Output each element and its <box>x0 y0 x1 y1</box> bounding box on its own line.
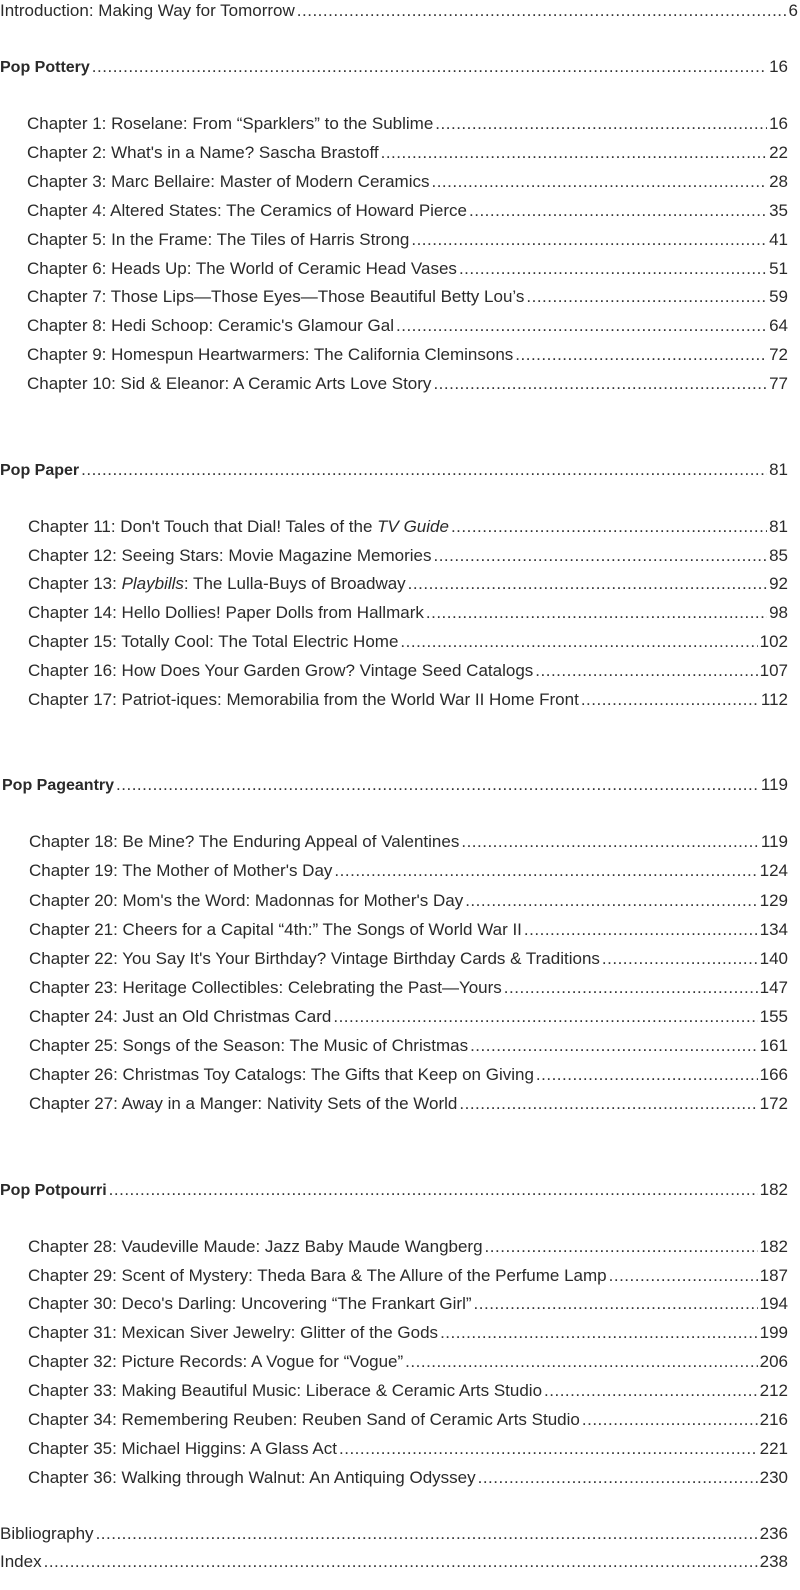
entry-title: Chapter 11: Don't Touch that Dial! Tales of the TV Guide <box>28 517 449 536</box>
page-number: 238 <box>759 1552 788 1571</box>
chapter-entry[interactable] <box>28 573 788 595</box>
toc-entry-introduction[interactable] <box>0 0 798 22</box>
dot-leader <box>116 774 759 796</box>
entry-title: Chapter 23: Heritage Collectibles: Celebrating the Past—Yours <box>29 978 502 997</box>
page-number: 64 <box>769 316 788 335</box>
dot-leader <box>461 831 759 853</box>
dot-leader <box>339 1438 758 1460</box>
entry-title: Chapter 27: Away in a Manger: Nativity Sets of the World <box>29 1094 458 1113</box>
entry-title: Chapter 1: Roselane: From “Sparklers” to the Sublime <box>27 114 434 133</box>
dot-leader <box>465 890 757 912</box>
chapter-entry[interactable] <box>29 948 788 970</box>
chapter-entry[interactable] <box>28 1438 788 1460</box>
chapter-entry[interactable] <box>28 545 788 567</box>
chapter-entry[interactable] <box>27 200 788 222</box>
page-number: 140 <box>759 949 788 968</box>
dot-leader <box>459 258 767 280</box>
entry-title: Chapter 30: Deco's Darling: Uncovering “The Frankart Girl” <box>28 1294 472 1313</box>
chapter-entry[interactable] <box>27 113 788 135</box>
dot-leader <box>426 602 767 624</box>
page-number: 216 <box>759 1410 788 1429</box>
dot-leader <box>536 1064 758 1086</box>
entry-title: Chapter 35: Michael Higgins: A Glass Act <box>28 1439 337 1458</box>
dot-leader <box>504 977 758 999</box>
entry-title: Chapter 29: Scent of Mystery: Theda Bara & The Allure of the Perfume Lamp <box>28 1266 607 1285</box>
page-number: 212 <box>759 1381 788 1400</box>
entry-title: Chapter 32: Picture Records: A Vogue for “Vogue” <box>28 1352 404 1371</box>
entry-title: Chapter 5: In the Frame: The Tiles of Harris Strong <box>27 230 410 249</box>
page-number: 230 <box>759 1468 788 1487</box>
part-title: Pop Pottery <box>0 59 90 76</box>
part-title: Pop Pageantry <box>2 777 115 794</box>
entry-title: Index <box>0 1552 42 1571</box>
page-number: 172 <box>759 1094 788 1113</box>
page-number: 161 <box>759 1036 788 1055</box>
dot-leader <box>431 171 767 193</box>
chapter-entry[interactable] <box>27 373 788 395</box>
page-number: 112 <box>760 690 788 709</box>
dot-leader <box>544 1380 758 1402</box>
page-number: 102 <box>759 632 788 651</box>
entry-title: Chapter 25: Songs of the Season: The Music of Christmas <box>29 1036 469 1055</box>
entry-title: Chapter 21: Cheers for a Capital “4th:” The Songs of World War II <box>29 920 522 939</box>
entry-title: Chapter 26: Christmas Toy Catalogs: The Gifts that Keep on Giving <box>29 1065 534 1084</box>
entry-title: Introduction: Making Way for Tomorrow <box>0 1 295 20</box>
dot-leader <box>433 373 767 395</box>
chapter-entry[interactable] <box>28 660 788 682</box>
dot-leader <box>333 1006 757 1028</box>
dot-leader <box>526 286 767 308</box>
page-number: 51 <box>769 259 788 278</box>
chapter-entry[interactable] <box>28 516 788 538</box>
dot-leader <box>440 1322 758 1344</box>
dot-leader <box>524 919 758 941</box>
dot-leader <box>581 689 759 711</box>
chapter-entry[interactable] <box>28 1380 788 1402</box>
page-number: 182 <box>759 1180 788 1199</box>
chapter-entry[interactable] <box>28 1265 788 1287</box>
chapter-entry[interactable] <box>29 1035 788 1057</box>
dot-leader <box>469 200 767 222</box>
dot-leader <box>396 315 767 337</box>
entry-title: Chapter 22: You Say It's Your Birthday? Vintage Birthday Cards & Traditions <box>29 949 600 968</box>
page-number: 107 <box>759 661 788 680</box>
entry-title: Chapter 18: Be Mine? The Enduring Appeal of Valentines <box>29 832 460 851</box>
entry-title: Chapter 2: What's in a Name? Sascha Brastoff <box>27 143 379 162</box>
dot-leader <box>411 229 767 251</box>
chapter-entry[interactable] <box>27 171 788 193</box>
page-number: 81 <box>769 517 788 536</box>
dot-leader <box>400 631 757 653</box>
page-number: 119 <box>760 775 788 794</box>
entry-title: Chapter 14: Hello Dollies! Paper Dolls from Hallmark <box>28 603 424 622</box>
chapter-entry[interactable] <box>28 602 788 624</box>
entry-title: Chapter 20: Mom's the Word: Madonnas for Mother's Day <box>29 891 464 910</box>
dot-leader <box>405 1351 757 1373</box>
part-title: Pop Potpourri <box>0 1182 107 1199</box>
chapter-entry[interactable] <box>27 258 788 280</box>
page-number: 134 <box>759 920 788 939</box>
dot-leader <box>435 113 767 135</box>
part-heading[interactable] <box>0 56 788 78</box>
entry-title: Chapter 31: Mexican Siver Jewelry: Glitter of the Gods <box>28 1323 439 1342</box>
chapter-entry[interactable] <box>28 1322 788 1344</box>
page-number: 28 <box>769 172 788 191</box>
chapter-entry[interactable] <box>27 286 788 308</box>
part-heading[interactable] <box>0 459 788 481</box>
page-number: 16 <box>769 114 788 133</box>
entry-title: Bibliography <box>0 1524 94 1543</box>
entry-title: Chapter 19: The Mother of Mother's Day <box>29 861 333 880</box>
entry-title: Chapter 15: Totally Cool: The Total Electric Home <box>28 632 399 651</box>
page-number: 72 <box>769 345 788 364</box>
part-heading[interactable] <box>0 1179 788 1201</box>
dot-leader <box>459 1093 757 1115</box>
dot-leader <box>485 1236 758 1258</box>
entry-title: Chapter 9: Homespun Heartwarmers: The California Cleminsons <box>27 345 514 364</box>
page-number: 35 <box>769 201 788 220</box>
entry-title: Chapter 33: Making Beautiful Music: Liberace & Ceramic Arts Studio <box>28 1381 543 1400</box>
page-number: 199 <box>759 1323 788 1342</box>
entry-title: Chapter 6: Heads Up: The World of Ceramic Head Vases <box>27 259 457 278</box>
page-number: 77 <box>769 374 788 393</box>
dot-leader <box>478 1467 758 1489</box>
part-heading[interactable] <box>2 774 788 796</box>
chapter-entry[interactable] <box>29 860 788 882</box>
page-number: 92 <box>769 574 788 593</box>
page-number: 206 <box>759 1352 788 1371</box>
entry-title: Chapter 12: Seeing Stars: Movie Magazine Memories <box>28 546 432 565</box>
chapter-entry[interactable] <box>28 689 788 711</box>
entry-title: Chapter 7: Those Lips—Those Eyes—Those Beautiful Betty Lou’s <box>27 287 525 306</box>
page-number: 166 <box>759 1065 788 1084</box>
page-number: 85 <box>769 546 788 565</box>
dot-leader <box>96 1523 758 1545</box>
page-number: 187 <box>759 1266 788 1285</box>
dot-leader <box>408 573 767 595</box>
dot-leader <box>334 860 757 882</box>
dot-leader <box>602 948 758 970</box>
chapter-entry[interactable] <box>27 142 788 164</box>
chapter-entry[interactable] <box>28 1409 788 1431</box>
entry-title: Chapter 34: Remembering Reuben: Reuben Sand of Ceramic Arts Studio <box>28 1410 580 1429</box>
entry-title: Chapter 16: How Does Your Garden Grow? Vintage Seed Catalogs <box>28 661 534 680</box>
chapter-entry[interactable] <box>28 631 788 653</box>
page-number: 119 <box>760 832 788 851</box>
dot-leader <box>470 1035 758 1057</box>
entry-title: Chapter 28: Vaudeville Maude: Jazz Baby Maude Wangberg <box>28 1237 483 1256</box>
toc-entry-index[interactable] <box>0 1551 788 1573</box>
chapter-entry[interactable] <box>29 1006 788 1028</box>
dot-leader <box>609 1265 758 1287</box>
dot-leader <box>297 0 787 22</box>
chapter-entry[interactable] <box>28 1467 788 1489</box>
chapter-entry[interactable] <box>29 977 788 999</box>
part-title: Pop Paper <box>0 462 80 479</box>
chapter-entry[interactable] <box>29 1064 788 1086</box>
page-number: 155 <box>759 1007 788 1026</box>
dot-leader <box>81 459 767 481</box>
entry-title: Chapter 8: Hedi Schoop: Ceramic's Glamour Gal <box>27 316 395 335</box>
entry-title: Chapter 10: Sid & Eleanor: A Ceramic Arts Love Story <box>27 374 432 393</box>
chapter-entry[interactable] <box>29 890 788 912</box>
dot-leader <box>535 660 757 682</box>
dot-leader <box>515 344 767 366</box>
chapter-entry[interactable] <box>29 831 788 853</box>
page-number: 6 <box>788 1 798 20</box>
dot-leader <box>474 1293 758 1315</box>
page-number: 182 <box>759 1237 788 1256</box>
page-number: 22 <box>769 143 788 162</box>
dot-leader <box>381 142 767 164</box>
toc-entry-bibliography[interactable] <box>0 1523 788 1545</box>
dot-leader <box>433 545 767 567</box>
chapter-entry[interactable] <box>29 919 788 941</box>
entry-title: Chapter 36: Walking through Walnut: An Antiquing Odyssey <box>28 1468 476 1487</box>
entry-title: Chapter 3: Marc Bellaire: Master of Modern Ceramics <box>27 172 430 191</box>
entry-title: Chapter 4: Altered States: The Ceramics of Howard Pierce <box>27 201 467 220</box>
chapter-entry[interactable] <box>27 315 788 337</box>
dot-leader <box>582 1409 758 1431</box>
page-number: 194 <box>759 1294 788 1313</box>
entry-title: Chapter 13: Playbills: The Lulla-Buys of Broadway <box>28 574 406 593</box>
page-number: 16 <box>769 57 788 76</box>
page-number: 129 <box>759 891 788 910</box>
chapter-entry[interactable] <box>28 1236 788 1258</box>
dot-leader <box>92 56 767 78</box>
page-number: 236 <box>759 1524 788 1543</box>
page-number: 124 <box>759 861 788 880</box>
page-number: 98 <box>769 603 788 622</box>
entry-title: Chapter 24: Just an Old Christmas Card <box>29 1007 332 1026</box>
dot-leader <box>109 1179 758 1201</box>
chapter-entry[interactable] <box>28 1351 788 1373</box>
page-number: 147 <box>759 978 788 997</box>
page-number: 81 <box>769 460 788 479</box>
dot-leader <box>44 1551 758 1573</box>
chapter-entry[interactable] <box>27 344 788 366</box>
page-number: 221 <box>759 1439 788 1458</box>
entry-title: Chapter 17: Patriot-iques: Memorabilia from the World War II Home Front <box>28 690 579 709</box>
chapter-entry[interactable] <box>27 229 788 251</box>
chapter-entry[interactable] <box>28 1293 788 1315</box>
page-number: 59 <box>769 287 788 306</box>
chapter-entry[interactable] <box>29 1093 788 1115</box>
page-number: 41 <box>769 230 788 249</box>
dot-leader <box>451 516 767 538</box>
